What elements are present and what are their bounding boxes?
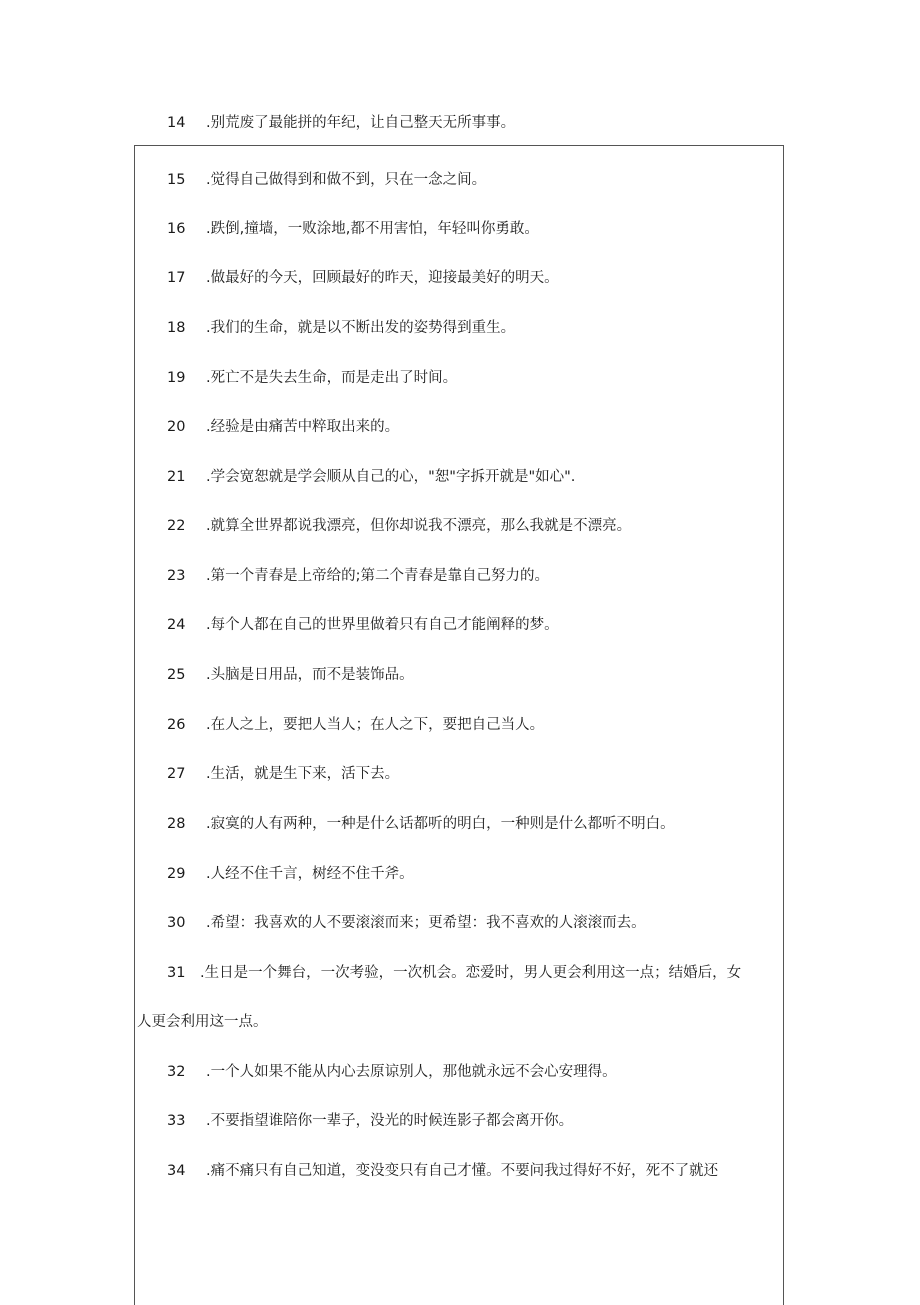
item-text: .希望：我喜欢的人不要滚滚而来；更希望：我不喜欢的人滚滚而去。 xyxy=(206,915,646,931)
item-number: 21 xyxy=(167,469,186,485)
item-number: 20 xyxy=(167,419,186,435)
item-text: .痛不痛只有自己知道，变没变只有自己才懂。不要问我过得好不好，死不了就还 xyxy=(206,1163,719,1179)
item-text: .不要指望谁陪你一辈子，没光的时候连影子都会离开你。 xyxy=(206,1113,574,1129)
item-text: .学会宽恕就是学会顺从自己的心，"恕"字拆开就是"如心". xyxy=(206,469,576,485)
item-number: 18 xyxy=(167,320,186,336)
item-number: 28 xyxy=(167,816,186,832)
item-text-continuation: 人更会利用这一点。 xyxy=(137,1014,268,1030)
item-text: .经验是由痛苦中粹取出来的。 xyxy=(206,419,400,435)
item-text: .别荒废了最能拼的年纪，让自己整天无所事事。 xyxy=(206,115,516,131)
item-text: .在人之上，要把人当人；在人之下，要把自己当人。 xyxy=(206,717,545,733)
item-number: 34 xyxy=(167,1163,186,1179)
item-text: .就算全世界都说我漂亮，但你却说我不漂亮，那么我就是不漂亮。 xyxy=(206,518,632,534)
item-text: .生活，就是生下来，活下去。 xyxy=(206,766,400,782)
item-number: 23 xyxy=(167,568,186,584)
item-text: .生日是一个舞台，一次考验，一次机会。恋爱时，男人更会利用这一点；结婚后，女 xyxy=(200,965,742,981)
item-number: 29 xyxy=(167,866,186,882)
item-text: .跌倒,撞墙，一败涂地,都不用害怕，年轻叫你勇敢。 xyxy=(206,221,539,237)
item-number: 24 xyxy=(167,617,186,633)
item-number: 14 xyxy=(167,115,186,131)
item-text: .第一个青春是上帝给的;第二个青春是靠自己努力的。 xyxy=(206,568,549,584)
item-number: 17 xyxy=(167,270,186,286)
item-text: .我们的生命，就是以不断出发的姿势得到重生。 xyxy=(206,320,516,336)
item-text: .死亡不是失去生命，而是走出了时间。 xyxy=(206,370,458,386)
item-number: 25 xyxy=(167,667,186,683)
item-text: .做最好的今天，回顾最好的昨天，迎接最美好的明天。 xyxy=(206,270,559,286)
item-text: .每个人都在自己的世界里做着只有自己才能阐释的梦。 xyxy=(206,617,559,633)
item-text: .觉得自己做得到和做不到，只在一念之间。 xyxy=(206,172,487,188)
item-text: .寂寞的人有两种，一种是什么话都听的明白，一种则是什么都听不明白。 xyxy=(206,816,675,832)
item-text: .一个人如果不能从内心去原谅别人，那他就永远不会心安理得。 xyxy=(206,1064,617,1080)
item-text: .人经不住千言，树经不住千斧。 xyxy=(206,866,414,882)
item-number: 30 xyxy=(167,915,186,931)
item-number: 33 xyxy=(167,1113,186,1129)
item-number: 27 xyxy=(167,766,186,782)
item-number: 31 xyxy=(167,965,186,981)
item-number: 15 xyxy=(167,172,186,188)
item-text: .头脑是日用品，而不是装饰品。 xyxy=(206,667,414,683)
item-number: 26 xyxy=(167,717,186,733)
item-number: 22 xyxy=(167,518,186,534)
item-number: 32 xyxy=(167,1064,186,1080)
item-number: 19 xyxy=(167,370,186,386)
item-number: 16 xyxy=(167,221,186,237)
